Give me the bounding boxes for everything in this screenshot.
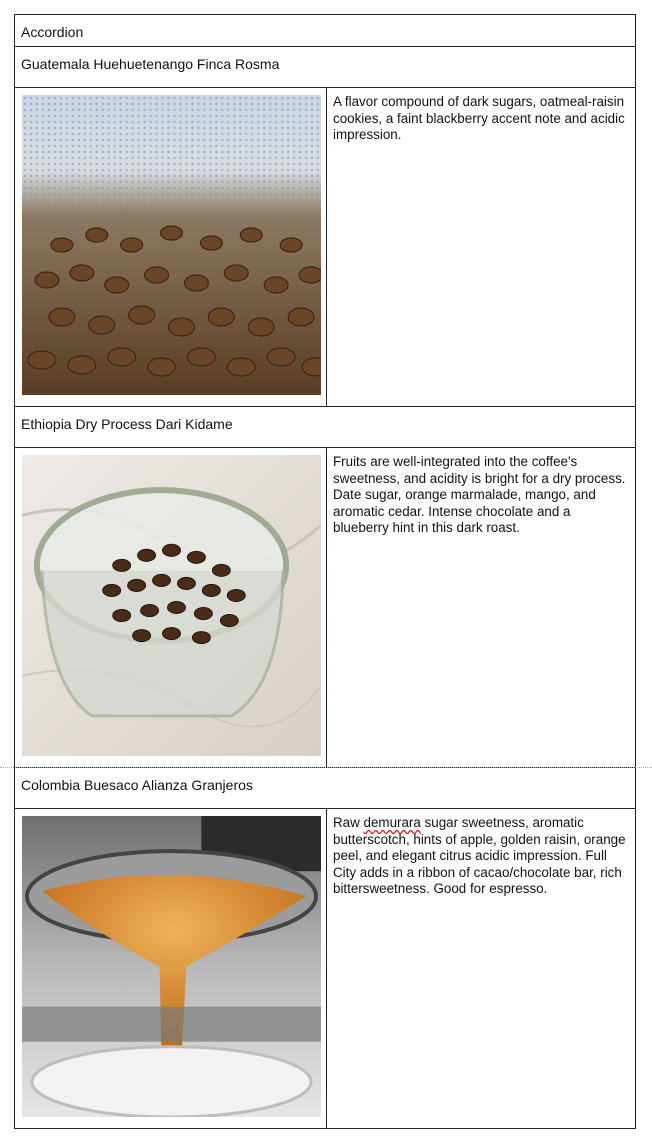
description-prefix: Raw xyxy=(333,815,364,830)
coffee-name: Colombia Buesaco Alianza Granjeros xyxy=(21,777,253,793)
coffee-name: Ethiopia Dry Process Dari Kidame xyxy=(21,416,233,432)
table-title: Accordion xyxy=(21,24,84,40)
coffee-name: Guatemala Huehuetenango Finca Rosma xyxy=(21,56,280,72)
coffee-description: A flavor compound of dark sugars, oatmeal-raisin cookies, a faint blackberry accent note and acidic impression. xyxy=(333,94,625,142)
coffee-detail-row xyxy=(14,87,636,407)
coffee-name-row xyxy=(14,767,636,809)
coffee-detail-row xyxy=(14,808,636,1129)
page-break-line xyxy=(0,767,652,768)
coffee-description xyxy=(333,815,626,896)
coffee-name-row xyxy=(14,46,636,88)
image-cell xyxy=(15,809,327,1128)
coffee-description: Fruits are well-integrated into the coffee's sweetness, and acidity is bright for a dry process. Date sugar, orange marmalade, mango, and aromatic cedar. Intense chocolate and a blueberry hint in this dark roast. xyxy=(333,454,626,535)
image-cell xyxy=(15,448,327,767)
coffee-detail-row xyxy=(14,447,636,768)
description-cell xyxy=(327,88,635,406)
description-cell xyxy=(327,809,635,1128)
coffee-photo-espresso-pour xyxy=(22,816,321,1117)
misspelled-word[interactable]: demurara xyxy=(363,815,421,830)
table-header xyxy=(14,14,636,47)
image-cell xyxy=(15,88,327,406)
description-suffix: sugar sweetness, aromatic butterscotch, hints of apple, golden raisin, orange peel, and elegant citrus acidic impression. Full City adds in a ribbon of cacao/chocolate bar, rich bittersweetness. Good for espresso. xyxy=(333,815,626,896)
coffee-photo-glass-jar xyxy=(22,455,321,756)
coffee-photo-beans-drum xyxy=(22,95,321,395)
description-cell xyxy=(327,448,635,767)
coffee-name-row xyxy=(14,406,636,448)
